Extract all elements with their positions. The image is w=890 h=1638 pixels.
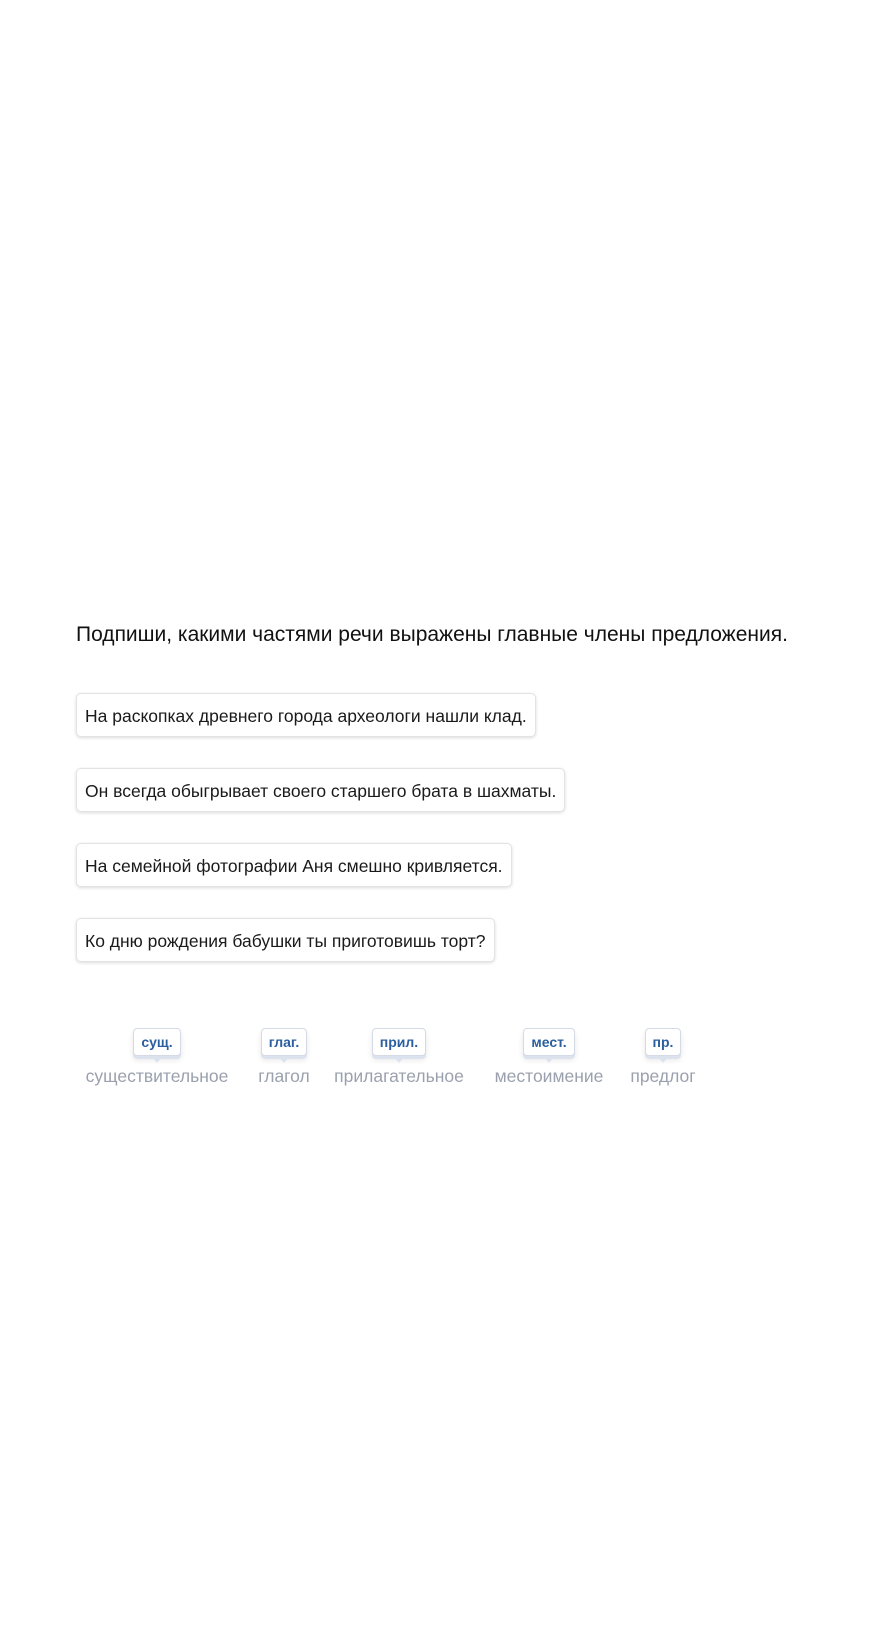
- tag-verb[interactable]: глаг.: [261, 1028, 307, 1056]
- legend-label-adjective: прилагательное: [334, 1066, 464, 1086]
- task-container: [76, 620, 876, 993]
- tag-preposition[interactable]: пр.: [645, 1028, 682, 1056]
- legend-label-verb: глагол: [258, 1066, 310, 1086]
- tag-pronoun[interactable]: мест.: [523, 1028, 574, 1056]
- legend-label-pronoun: местоимение: [494, 1066, 604, 1086]
- legend-item-pronoun: [486, 1028, 612, 1087]
- sentence-list: [76, 693, 876, 962]
- legend-label-preposition: предлог: [630, 1066, 696, 1086]
- sentence-card-1[interactable]: На раскопках древнего города археологи нашли клад.: [76, 693, 536, 737]
- legend-item-verb: [250, 1028, 318, 1087]
- part-of-speech-legend: [0, 1028, 890, 1098]
- legend-item-preposition: [624, 1028, 702, 1087]
- sentence-card-4[interactable]: Ко дню рождения бабушки ты приготовишь торт?: [76, 918, 495, 962]
- legend-label-noun: существительное: [85, 1066, 229, 1086]
- task-title: Подпиши, какими частями речи выражены главные члены предложения.: [76, 623, 788, 646]
- tag-adjective[interactable]: прил.: [372, 1028, 426, 1056]
- legend-item-noun: [80, 1028, 234, 1087]
- sentence-card-3[interactable]: На семейной фотографии Аня смешно кривляется.: [76, 843, 512, 887]
- legend-item-adjective: [326, 1028, 472, 1087]
- sentence-card-2[interactable]: Он всегда обыгрывает своего старшего брата в шахматы.: [76, 768, 565, 812]
- tag-noun[interactable]: сущ.: [133, 1028, 180, 1056]
